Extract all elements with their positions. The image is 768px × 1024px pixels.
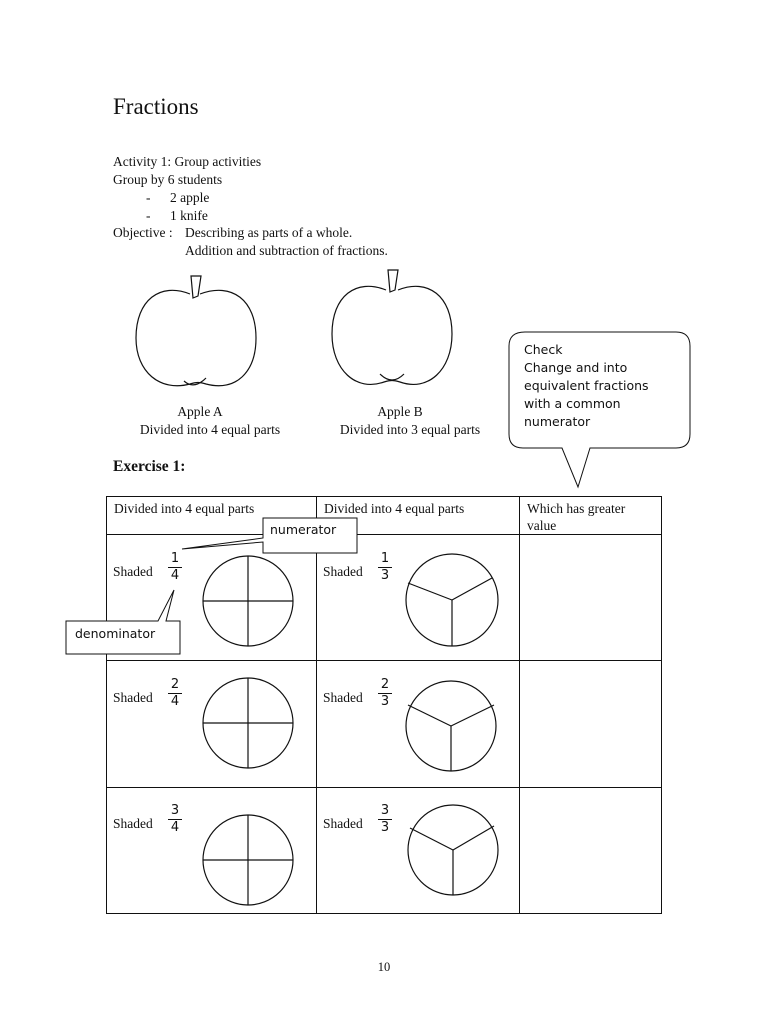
fraction-numerator: 1 (170, 551, 180, 566)
exercise-title: Exercise 1: (113, 458, 186, 475)
quarter-circle-2 (203, 678, 293, 768)
page-title: Fractions (113, 94, 199, 119)
check-callout-line: Check (524, 342, 563, 357)
fraction-denominator: 3 (380, 568, 390, 583)
header-cell: Which has greater value (519, 496, 662, 535)
objective-line: Describing as parts of a whole. (185, 225, 353, 240)
material-item: 2 apple (170, 190, 210, 205)
material-dash: - (146, 208, 151, 223)
shaded-label: Shaded (323, 816, 363, 831)
shaded-label: Shaded (323, 564, 363, 579)
apple-b-desc: Divided into 3 equal parts (339, 422, 481, 437)
shaded-label: Shaded (113, 816, 153, 831)
fraction-numerator: 2 (380, 677, 390, 692)
shaded-label: Shaded (323, 690, 363, 705)
check-callout-line: numerator (524, 414, 591, 429)
third-circle-2 (406, 681, 496, 771)
quarter-circle-1 (203, 556, 293, 646)
check-callout-line: with a common (524, 396, 621, 411)
apple-a-name: Apple A (177, 404, 223, 419)
objective-line: Addition and subtraction of fractions. (185, 243, 388, 258)
quarter-circle-3 (203, 815, 293, 905)
denominator-callout-box (66, 590, 180, 654)
material-item: 1 knife (170, 208, 208, 223)
activity-heading: Activity 1: Group activities (113, 154, 262, 169)
fraction-numerator: 3 (170, 803, 180, 818)
shaded-label: Shaded (113, 690, 153, 705)
fraction-denominator: 3 (380, 820, 390, 835)
check-callout-line: Change and into (524, 360, 628, 375)
third-circle-3 (408, 805, 498, 895)
denominator-callout: denominator (75, 626, 156, 641)
fraction-denominator: 4 (170, 820, 180, 835)
header-cell: Divided into 4 equal parts (106, 496, 317, 535)
shaded-label: Shaded (113, 564, 153, 579)
header-cell: Divided into 4 equal parts (316, 496, 520, 535)
apple-b-name: Apple B (377, 404, 423, 419)
material-dash: - (146, 190, 151, 205)
fraction-denominator: 3 (380, 694, 390, 709)
fraction-numerator: 3 (380, 803, 390, 818)
third-circle-1 (406, 554, 498, 646)
fraction-numerator: 1 (380, 551, 390, 566)
fraction-numerator: 2 (170, 677, 180, 692)
fraction-denominator: 4 (170, 694, 180, 709)
objective-label: Objective : (113, 225, 173, 240)
numerator-callout: numerator (270, 522, 337, 537)
activity-group: Group by 6 students (113, 172, 223, 187)
apple-a-desc: Divided into 4 equal parts (139, 422, 281, 437)
check-callout-line: equivalent fractions (524, 378, 649, 393)
fraction-denominator: 4 (170, 568, 180, 583)
page-number: 10 (377, 960, 391, 974)
